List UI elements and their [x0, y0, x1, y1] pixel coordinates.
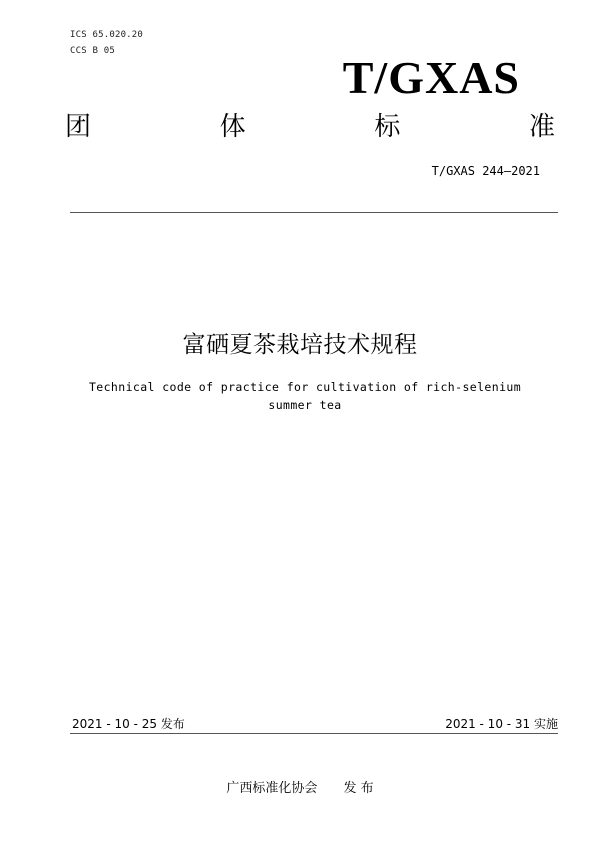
bottom-divider: [70, 733, 558, 734]
standard-type-char: 团: [65, 112, 92, 142]
standard-mark: T/GXAS: [342, 52, 520, 103]
standard-type: [65, 114, 555, 140]
issuer-line: [0, 777, 600, 796]
ics-code: ICS 65.020.20: [70, 30, 144, 40]
top-divider: [70, 212, 558, 213]
standard-type-char: 准: [528, 112, 555, 142]
standard-type-char: 标: [374, 112, 401, 142]
standard-type-char: 体: [219, 112, 246, 142]
english-title: Technical code of practice for cultivation of rich-selenium summer tea: [88, 380, 522, 412]
standard-number: T/GXAS 244—2021: [431, 164, 540, 178]
implementation-date: 2021 - 10 - 31 实施: [445, 717, 558, 731]
issue-date: 2021 - 10 - 25 发布: [72, 717, 185, 731]
issuer-action: 发 布: [343, 781, 374, 796]
chinese-title: 富硒夏茶栽培技术规程: [182, 332, 418, 358]
issuer-organization: 广西标准化协会: [226, 781, 318, 796]
ccs-code: CCS B 05: [70, 46, 115, 56]
